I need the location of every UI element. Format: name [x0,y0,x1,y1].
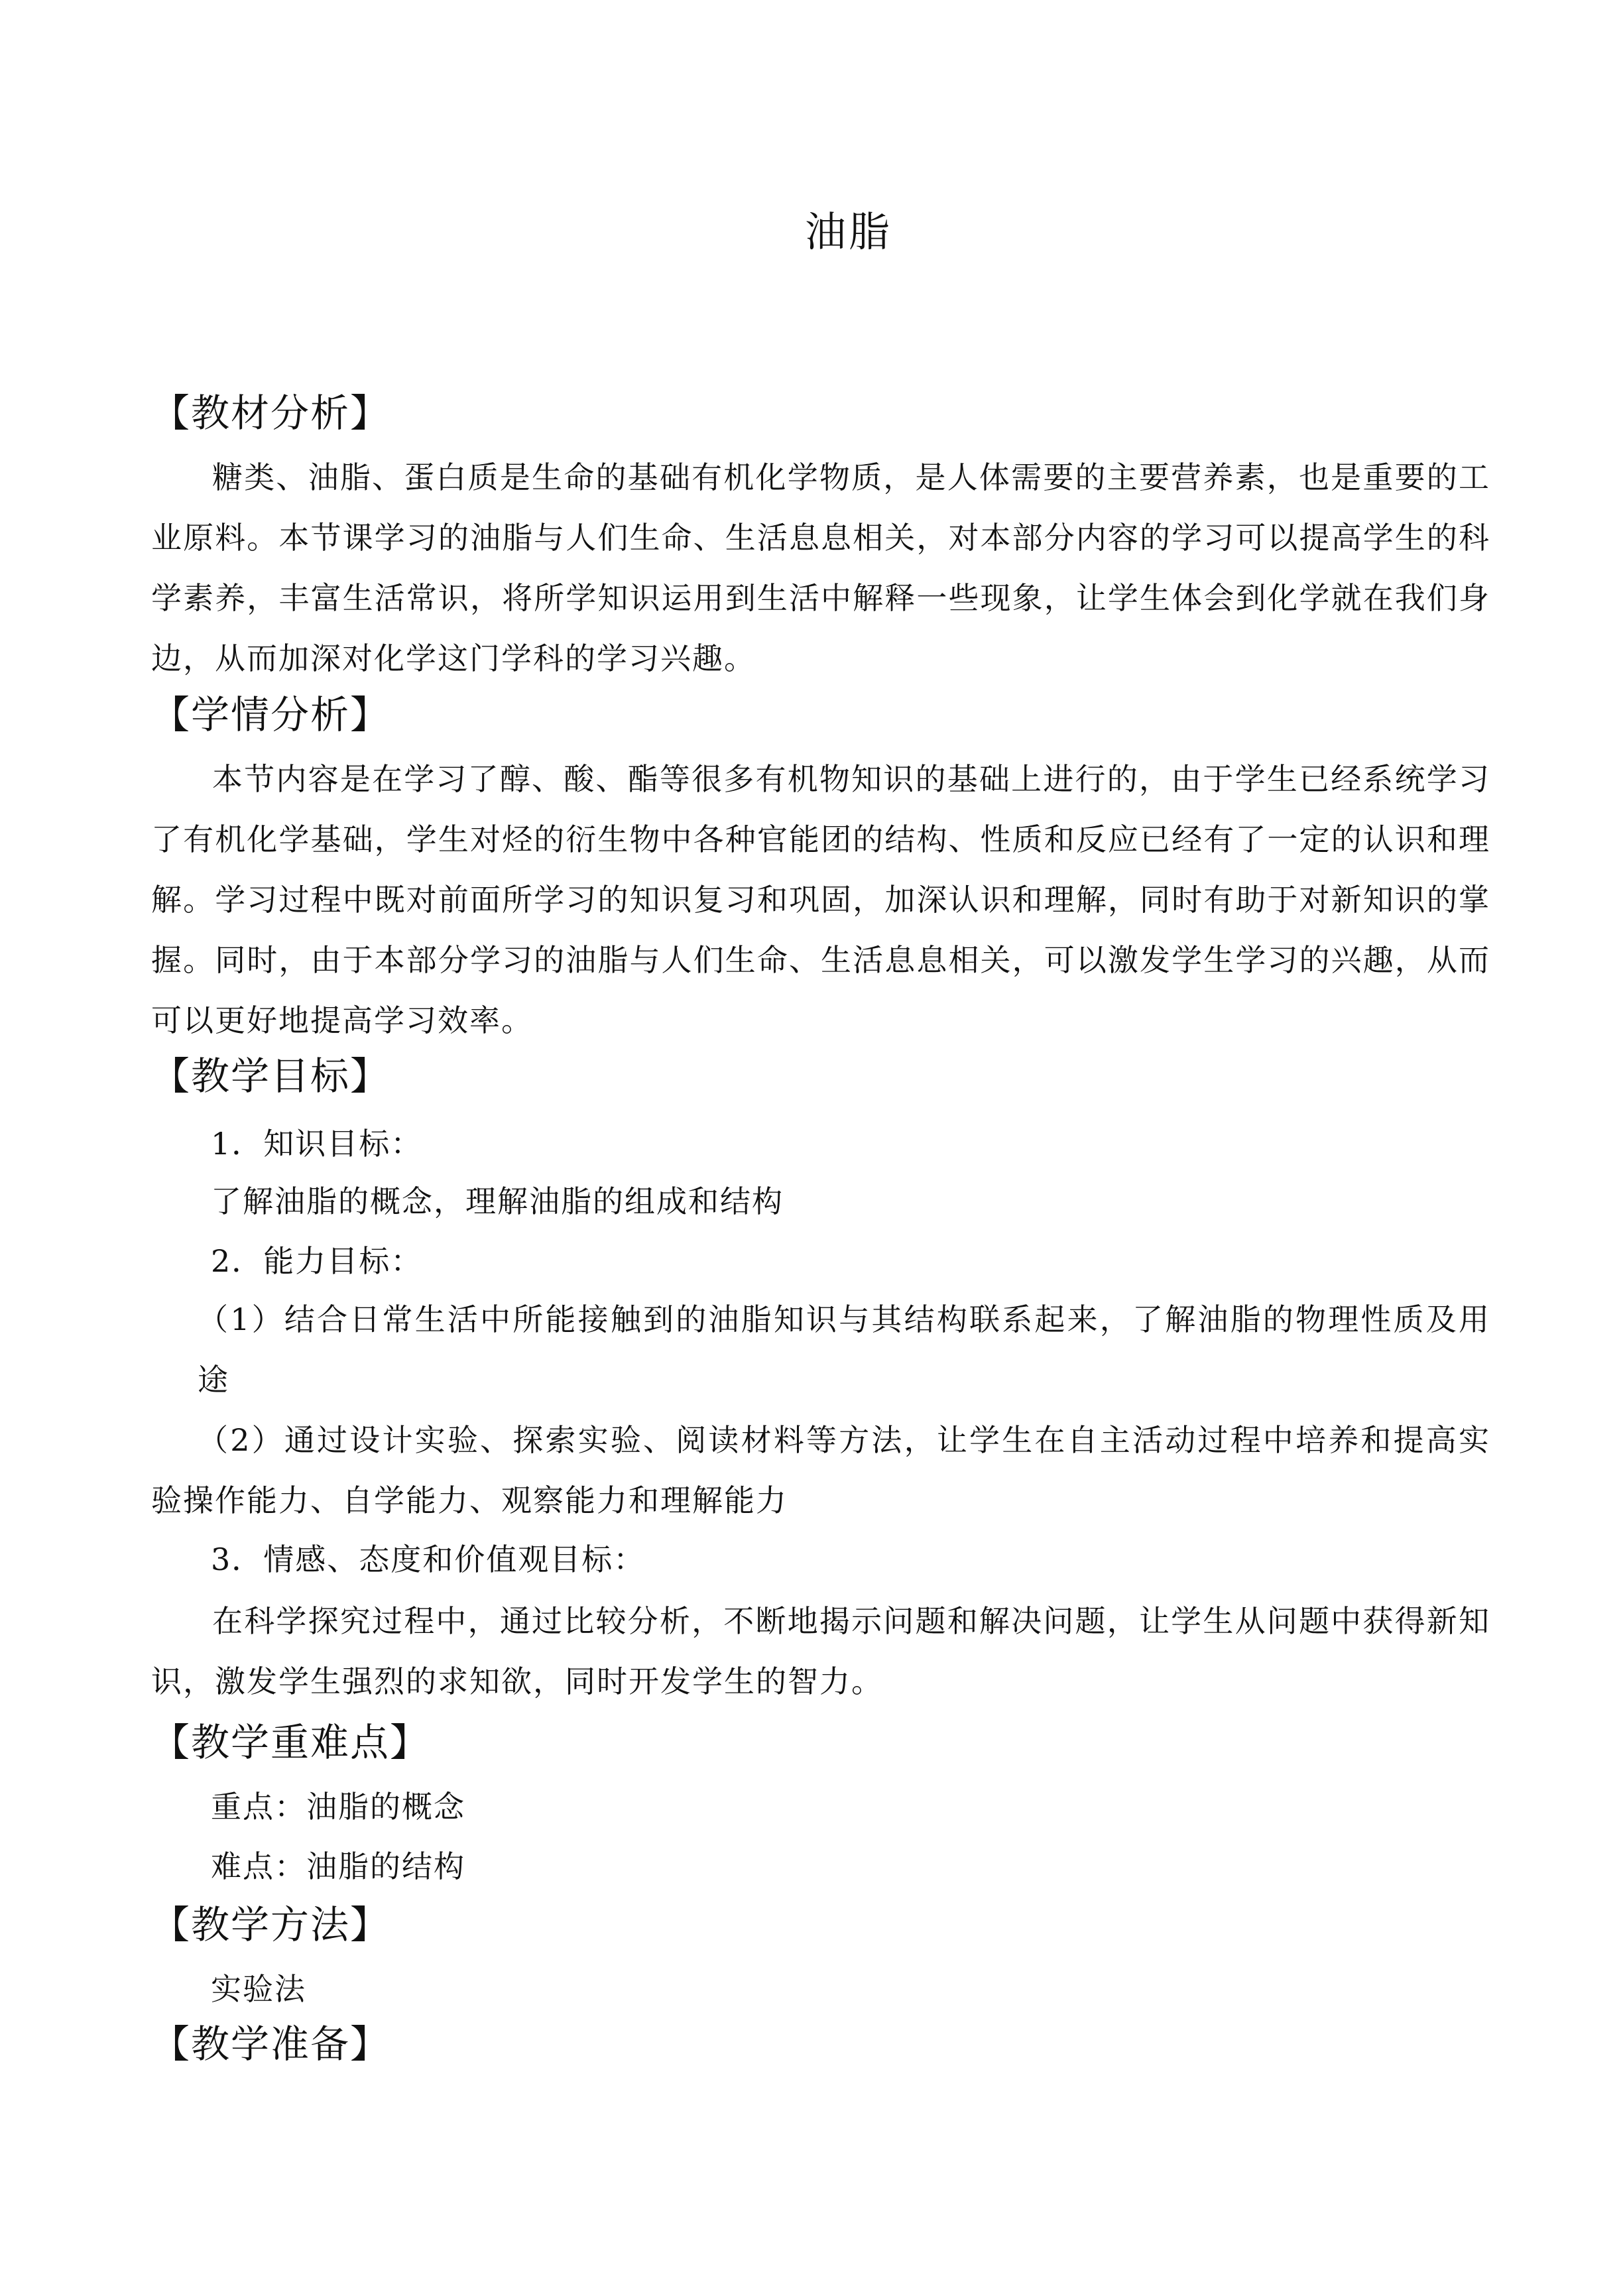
heading-key-points: 【教学重难点】 [151,1720,430,1765]
emotion-goal-label: 3．情感、态度和价值观目标： [211,1541,646,1577]
knowledge-goal-label: 1．知识目标： [211,1126,423,1162]
key-point-text: 重点：油脂的概念 [211,1789,465,1825]
ability-goal-label: 2．能力目标： [211,1243,423,1279]
heading-teaching-method: 【教学方法】 [151,1902,391,1947]
ability-goal-item-2: （2）通过设计实验、探索实验、阅读材料等方法，让学生在自主活动过程中培养和提高实验操作能力、自学能力、观察能力和理解能力 [151,1422,1490,1518]
paragraph-student-analysis: 本节内容是在学习了醇、酸、酯等很多有机物知识的基础上进行的，由于学生已经系统学习了有机化学基础，学生对烃的衍生物中各种官能团的结构、性质和反应已经有了一定的认识和理解。学习过程中既对前面所学习的知识复习和巩固，加深认识和理解，同时有助于对新知识的掌握。同时，由于本部分学习的油脂与人们生命、生活息息相关，可以激发学生学习的兴趣，从而可以更好地提高学习效率。 [151,761,1490,1038]
knowledge-goal-text: 了解油脂的概念，理解油脂的组成和结构 [211,1183,784,1219]
heading-teaching-preparation: 【教学准备】 [151,2022,391,2067]
heading-teaching-goals: 【教学目标】 [151,1054,391,1099]
heading-textbook-analysis: 【教材分析】 [151,391,391,436]
heading-student-analysis: 【学情分析】 [151,692,391,737]
teaching-method-text: 实验法 [211,1971,306,2007]
ability-goal-item-1: （1）结合日常生活中所能接触到的油脂知识与其结构联系起来，了解油脂的物理性质及用途 [198,1301,1490,1398]
paragraph-textbook-analysis: 糖类、油脂、蛋白质是生命的基础有机化学物质，是人体需要的主要营养素，也是重要的工业原料。本节课学习的油脂与人们生命、生活息息相关，对本部分内容的学习可以提高学生的科学素养，丰富生活常识，将所学知识运用到生活中解释一些现象，让学生体会到化学就在我们身边，从而加深对化学这门学科的学习兴趣。 [151,459,1490,676]
document-title: 油脂 [804,208,892,256]
difficulty-text: 难点：油脂的结构 [211,1848,465,1884]
emotion-goal-text: 在科学探究过程中，通过比较分析，不断地揭示问题和解决问题，让学生从问题中获得新知识，激发学生强烈的求知欲，同时开发学生的智力。 [151,1603,1490,1699]
